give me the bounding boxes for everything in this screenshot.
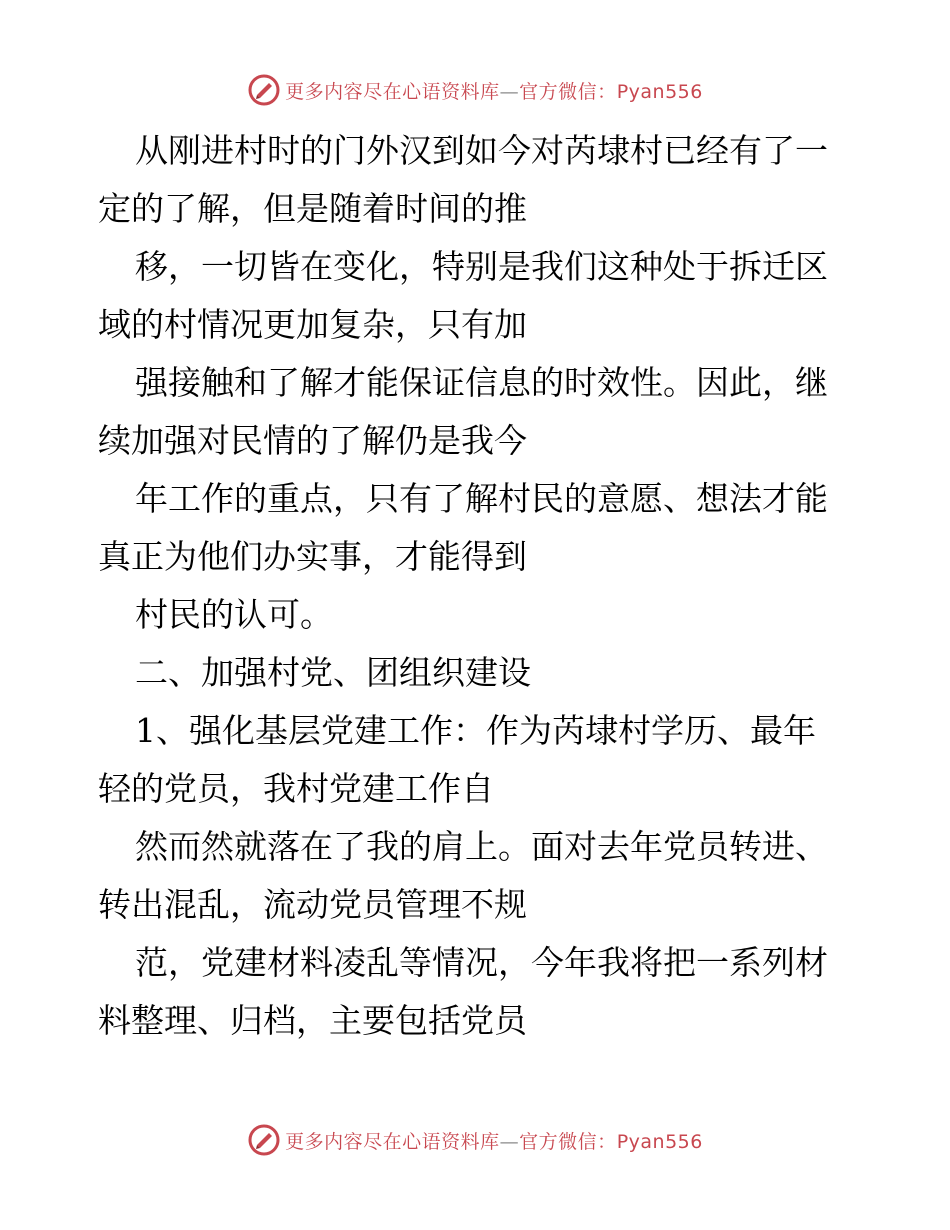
footer-brand: 更多内容尽在心语资料库	[285, 1130, 500, 1153]
text-line: 1、强化基层党建工作：作为芮埭村学历、最年	[135, 711, 816, 750]
header-wechat-id: Pyan556	[616, 80, 703, 103]
text-line: 域的村情况更加复杂，只有加	[98, 305, 527, 344]
text-line: 然而然就落在了我的肩上。面对去年党员转进、	[135, 827, 828, 866]
brand-logo-icon	[247, 73, 281, 107]
text-line: 转出混乱，流动党员管理不规	[98, 885, 527, 924]
text-line: 范，党建材料凌乱等情况，今年我将把一系列材	[135, 943, 828, 982]
footer-separator: —	[499, 1130, 520, 1153]
text-line: 村民的认可。	[135, 595, 333, 634]
text-line: 真正为他们办实事，才能得到	[98, 537, 527, 576]
text-line: 轻的党员，我村党建工作自	[98, 769, 494, 808]
footer-wechat-id: Pyan556	[616, 1130, 703, 1153]
document-body	[98, 122, 858, 1050]
footer-wechat-label: 官方微信：	[519, 1130, 617, 1153]
header-brand: 更多内容尽在心语资料库	[285, 80, 500, 103]
header-wechat-label: 官方微信：	[519, 80, 617, 103]
text-line: 料整理、归档，主要包括党员	[98, 1001, 527, 1040]
text-line: 移，一切皆在变化，特别是我们这种处于拆迁区	[135, 247, 828, 286]
footer-text	[285, 1127, 703, 1154]
section-heading: 二、加强村党、团组织建设	[135, 653, 531, 692]
text-line: 续加强对民情的了解仍是我今	[98, 421, 527, 460]
text-line: 强接触和了解才能保证信息的时效性。因此，继	[135, 363, 828, 402]
header-separator: —	[499, 80, 520, 103]
footer-banner	[0, 1120, 950, 1160]
header-text	[285, 77, 703, 104]
text-line: 年工作的重点，只有了解村民的意愿、想法才能	[135, 479, 828, 518]
header-banner	[0, 70, 950, 110]
text-line: 定的了解，但是随着时间的推	[98, 189, 527, 228]
text-line: 从刚进村时的门外汉到如今对芮埭村已经有了一	[135, 131, 828, 170]
brand-logo-icon	[247, 1123, 281, 1157]
